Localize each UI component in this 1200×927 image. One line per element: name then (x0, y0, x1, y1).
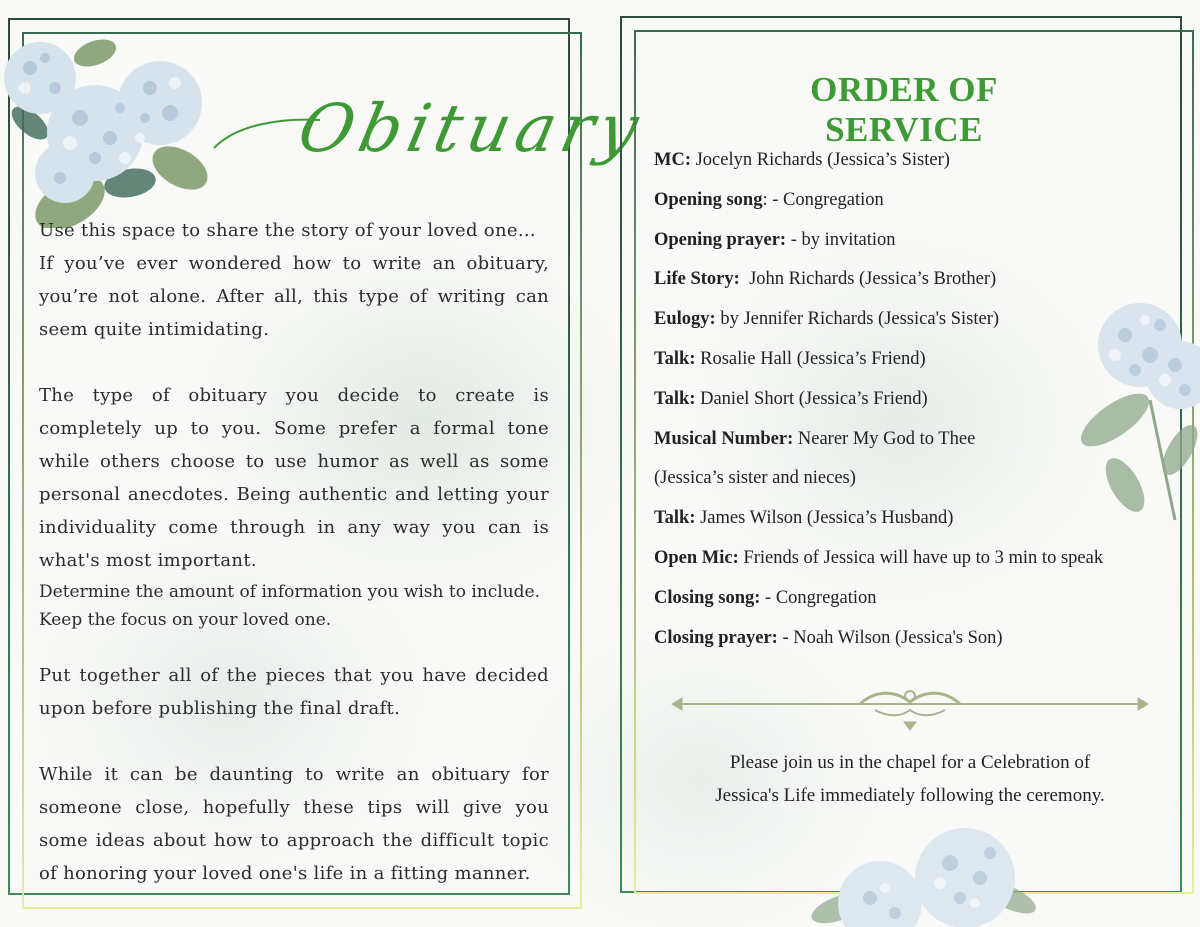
program-item-talk-1: Talk: Rosalie Hall (Jessica’s Friend) (654, 348, 926, 369)
program-item-closing-prayer: Closing prayer: - Noah Wilson (Jessica's Son) (654, 627, 1003, 648)
closing-invitation (660, 746, 1160, 812)
program-item-open-mic: Open Mic: Friends of Jessica will have up to 3 min to speak (654, 547, 1104, 568)
obituary-paragraph-3 (39, 578, 549, 634)
obituary-line: Determine the amount of information you wish to include. (39, 582, 540, 602)
obituary-paragraph-1 (39, 214, 549, 346)
obituary-line: Keep the focus on your loved one. (39, 610, 332, 630)
ornamental-divider (670, 682, 1150, 732)
hydrangea-bouquet-top-left (0, 18, 215, 228)
order-of-service-title: ORDER OF SERVICE (810, 70, 998, 149)
obituary-paragraph-2: The type of obituary you decide to create is completely up to you. Some prefer a formal tone while others choose to use humor as well as some personal anecdotes. Being authentic and letting your individuality come through in any way you can is what's most important. (39, 385, 549, 571)
program-item-talk-3: Talk: James Wilson (Jessica’s Husband) (654, 508, 954, 529)
obituary-line: Use this space to share the story of your loved one… (39, 220, 537, 241)
obituary-title: Obituary (291, 90, 651, 167)
program-item-life-story: Life Story: John Richards (Jessica’s Brother) (654, 269, 997, 290)
closing-line: Jessica's Life immediately following the ceremony. (715, 785, 1105, 806)
hydrangea-right-edge (1055, 280, 1200, 530)
program-item-musical-performers: (Jessica’s sister and nieces) (654, 468, 856, 489)
order-of-service-page (600, 0, 1200, 927)
program-item-mc: MC: Jocelyn Richards (Jessica’s Sister) (654, 150, 950, 170)
closing-line: Please join us in the chapel for a Celebration of (729, 752, 1091, 773)
obituary-paragraph-4: Put together all of the pieces that you have decided upon before publishing the final draft. (39, 665, 549, 719)
program-item-closing-song: Closing song: - Congregation (654, 587, 877, 608)
obituary-paragraph-5: While it can be daunting to write an obituary for someone close, hopefully these tips will give you some ideas about how to approach the difficult topic of honoring your loved one's life in a fitting manner. (39, 764, 549, 884)
obituary-line: If you’ve ever wondered how to write an obituary, you’re not alone. After all, this type of writing can seem quite intimidating. (39, 253, 549, 340)
program-item-talk-2: Talk: Daniel Short (Jessica’s Friend) (654, 388, 928, 409)
program-item-opening-song: Opening song: - Congregation (654, 189, 884, 210)
program-item-eulogy: Eulogy: by Jennifer Richards (Jessica's Sister) (654, 309, 1000, 330)
program-item-musical-number: Musical Number: Nearer My God to Thee (654, 428, 976, 449)
hydrangea-bottom (800, 818, 1050, 927)
program-item-opening-prayer: Opening prayer: - by invitation (654, 229, 896, 250)
